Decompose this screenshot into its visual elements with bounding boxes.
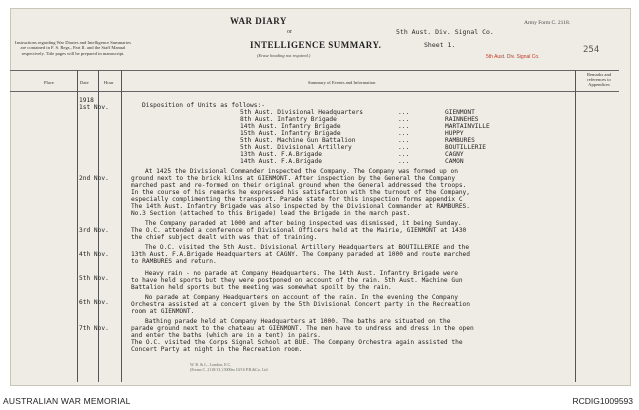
unit-name: 5th Aust. Div. Signal Co. <box>396 28 494 36</box>
entry-line: At 1425 the Divisional Commander inspected the Company. The Company was formed up on <box>145 168 458 175</box>
col-date: Date <box>80 80 89 85</box>
disposition-title: Disposition of Units as follows:- <box>142 102 265 109</box>
title-intelligence-summary: INTELLIGENCE SUMMARY. <box>250 40 382 50</box>
entry-line: and enter the baths (which are in a tent) in pairs. <box>131 332 321 339</box>
col-place: Place <box>44 80 54 85</box>
entry-line: to RAMBURES and return. <box>131 258 217 265</box>
page-number: 254 <box>583 45 600 55</box>
unit-place: HUPPY <box>445 130 464 137</box>
entry-line: parade ground next to the chateau at GIENMONT. The men have to undress and dress in the open <box>131 325 474 332</box>
rule-hour <box>121 70 122 382</box>
date-6th-nov: 6th Nov. <box>79 299 109 306</box>
unit-name-row: 15th Aust. Infantry Brigade <box>240 130 341 137</box>
unit-stamp: 5th Aust. Div. Signal Co. <box>486 54 540 60</box>
ditto-mark: ... <box>398 137 410 144</box>
entry-line: to have held sports but they were postponed on account of the rain. 5th Aust. Machine Gun <box>131 277 463 284</box>
unit-place: CAGNY <box>445 151 464 158</box>
entry-line: The 14th Aust. Infantry Brigade was also inspected by the Divisional Commander at RAMBURES. <box>131 203 470 210</box>
unit-place: RAINNEHES <box>445 116 479 123</box>
rule-date <box>98 70 99 382</box>
entry-line: The O.C. visited the Corps Signal School at BUE. The Company Orchestra again assisted the <box>131 339 463 346</box>
ditto-mark: ... <box>398 158 410 165</box>
ditto-mark: ... <box>398 130 410 137</box>
unit-name-row: 14th Aust. F.A.Brigade <box>240 158 322 165</box>
rule-summary <box>575 70 576 382</box>
entry-line: room at GIENMONT. <box>131 308 195 315</box>
unit-place: GIENMONT <box>445 109 475 116</box>
ditto-mark: ... <box>398 151 410 158</box>
unit-name-row: 5th Aust. Divisional Headquarters <box>240 109 363 116</box>
entry-line: In the course of his remarks he expressed his satisfaction with the turnout of the Company, <box>131 189 470 196</box>
unit-name-row: 8th Aust. Infantry Brigade <box>240 116 337 123</box>
col-remarks: Remarks and references to Appendices <box>586 72 612 87</box>
unit-place: RAMBURES <box>445 137 475 144</box>
unit-name-row: 14th Aust. Infantry Brigade <box>240 123 341 130</box>
date-7th-nov: 7th Nov. <box>79 325 109 332</box>
ditto-mark: ... <box>398 123 410 130</box>
ditto-mark: ... <box>398 144 410 151</box>
title-note: (Erase heading not required.) <box>257 53 311 58</box>
entry-line: Bathing parade held at Company Headquarters at 1000. The baths are situated on the <box>145 318 451 325</box>
entry-line: 13th Aust. F.A.Brigade Headquarters at CAGNY. The Company paraded at 1000 and route marched <box>131 251 470 258</box>
unit-name-row: 5th Aust. Machine Gun Battalion <box>240 137 356 144</box>
entry-line: especially complimenting the transport. Parade state for this inspection forms appendix C <box>131 196 463 203</box>
printer-line: W. R. & L., London, E.C. <box>190 362 232 367</box>
unit-place: BOUTILLERIE <box>445 144 486 151</box>
entry-line: Concert Party at night in the Recreation room. <box>131 346 303 353</box>
col-hour: Hour <box>104 80 114 85</box>
army-form-label: Army Form C. 2118. <box>524 20 571 26</box>
date-2nd-nov: 2nd Nov. <box>79 175 109 182</box>
sheet-number: Sheet 1. <box>424 41 456 49</box>
entry-line: No.3 Section (attached to this Brigade) lead the Brigade in the march past. <box>131 210 411 217</box>
printer-imprint <box>190 362 268 372</box>
date-4th-nov: 4th Nov. <box>79 251 109 258</box>
rule-place <box>77 70 78 382</box>
archive-reference: RCDIG1009593 <box>572 396 633 406</box>
entry-line: marched past and re-formed on their original ground when the General addressed the troops. <box>131 182 467 189</box>
col-summary: Summary of Events and Information <box>308 80 376 85</box>
entry-line: The Company paraded at 1000 and after being inspected was dismissed, it being Sunday. <box>145 220 462 227</box>
year: 1918 <box>79 97 94 104</box>
printer-line: (Forms C. 2118/13.) 5000m 10/16 P.B.&Co. Ltd <box>190 367 268 372</box>
unit-place: CAMON <box>445 158 464 165</box>
title-war-diary: WAR DIARY <box>230 16 287 26</box>
title-or: or <box>287 29 292 35</box>
date-3rd-nov: 3rd Nov. <box>79 227 109 234</box>
date-5th-nov: 5th Nov. <box>79 275 109 282</box>
entry-line: Heavy rain - no parade at Company Headquarters. The 14th Aust. Infantry Brigade were <box>145 270 458 277</box>
ditto-mark: ... <box>398 116 410 123</box>
unit-name-row: 13th Aust. F.A.Brigade <box>240 151 322 158</box>
ditto-mark: ... <box>398 109 410 116</box>
entry-line: No parade at Company Headquarters on account of the rain. In the evening the Company <box>145 294 458 301</box>
instructions-text: Instructions regarding War Diaries and Intelligence Summaries are contained in F. S. Regs., Part II. and the Staff Manual respectively. Title pages will be prepared in manuscript. <box>15 40 131 56</box>
entry-line: Battalion held sports but the meeting was somewhat spoilt by the rain. <box>131 284 392 291</box>
archive-caption: AUSTRALIAN WAR MEMORIAL <box>3 396 131 406</box>
entry-line: the chief subject dealt with was that of training. <box>131 234 318 241</box>
entry-line: The O.C. attended a conference of Divisional Officers held at the Mairie, GIENMONT at 1430 <box>131 227 467 234</box>
entry-line: The O.C. visited the 5th Aust. Divisional Artillery Headquarters at BOUTILLERIE and the <box>145 244 470 251</box>
date-1st-nov: 1st Nov. <box>79 104 109 111</box>
entry-line: ground next to the brick kilns at GIENMONT. After inspection by the General the Company <box>131 175 456 182</box>
unit-name-row: 5th Aust. Divisional Artillery <box>240 144 352 151</box>
unit-place: MARTAINVILLE <box>445 123 490 130</box>
entry-line: Orchestra assisted at a concert given by the 5th Divisional Concert party in the Recreation <box>131 301 470 308</box>
